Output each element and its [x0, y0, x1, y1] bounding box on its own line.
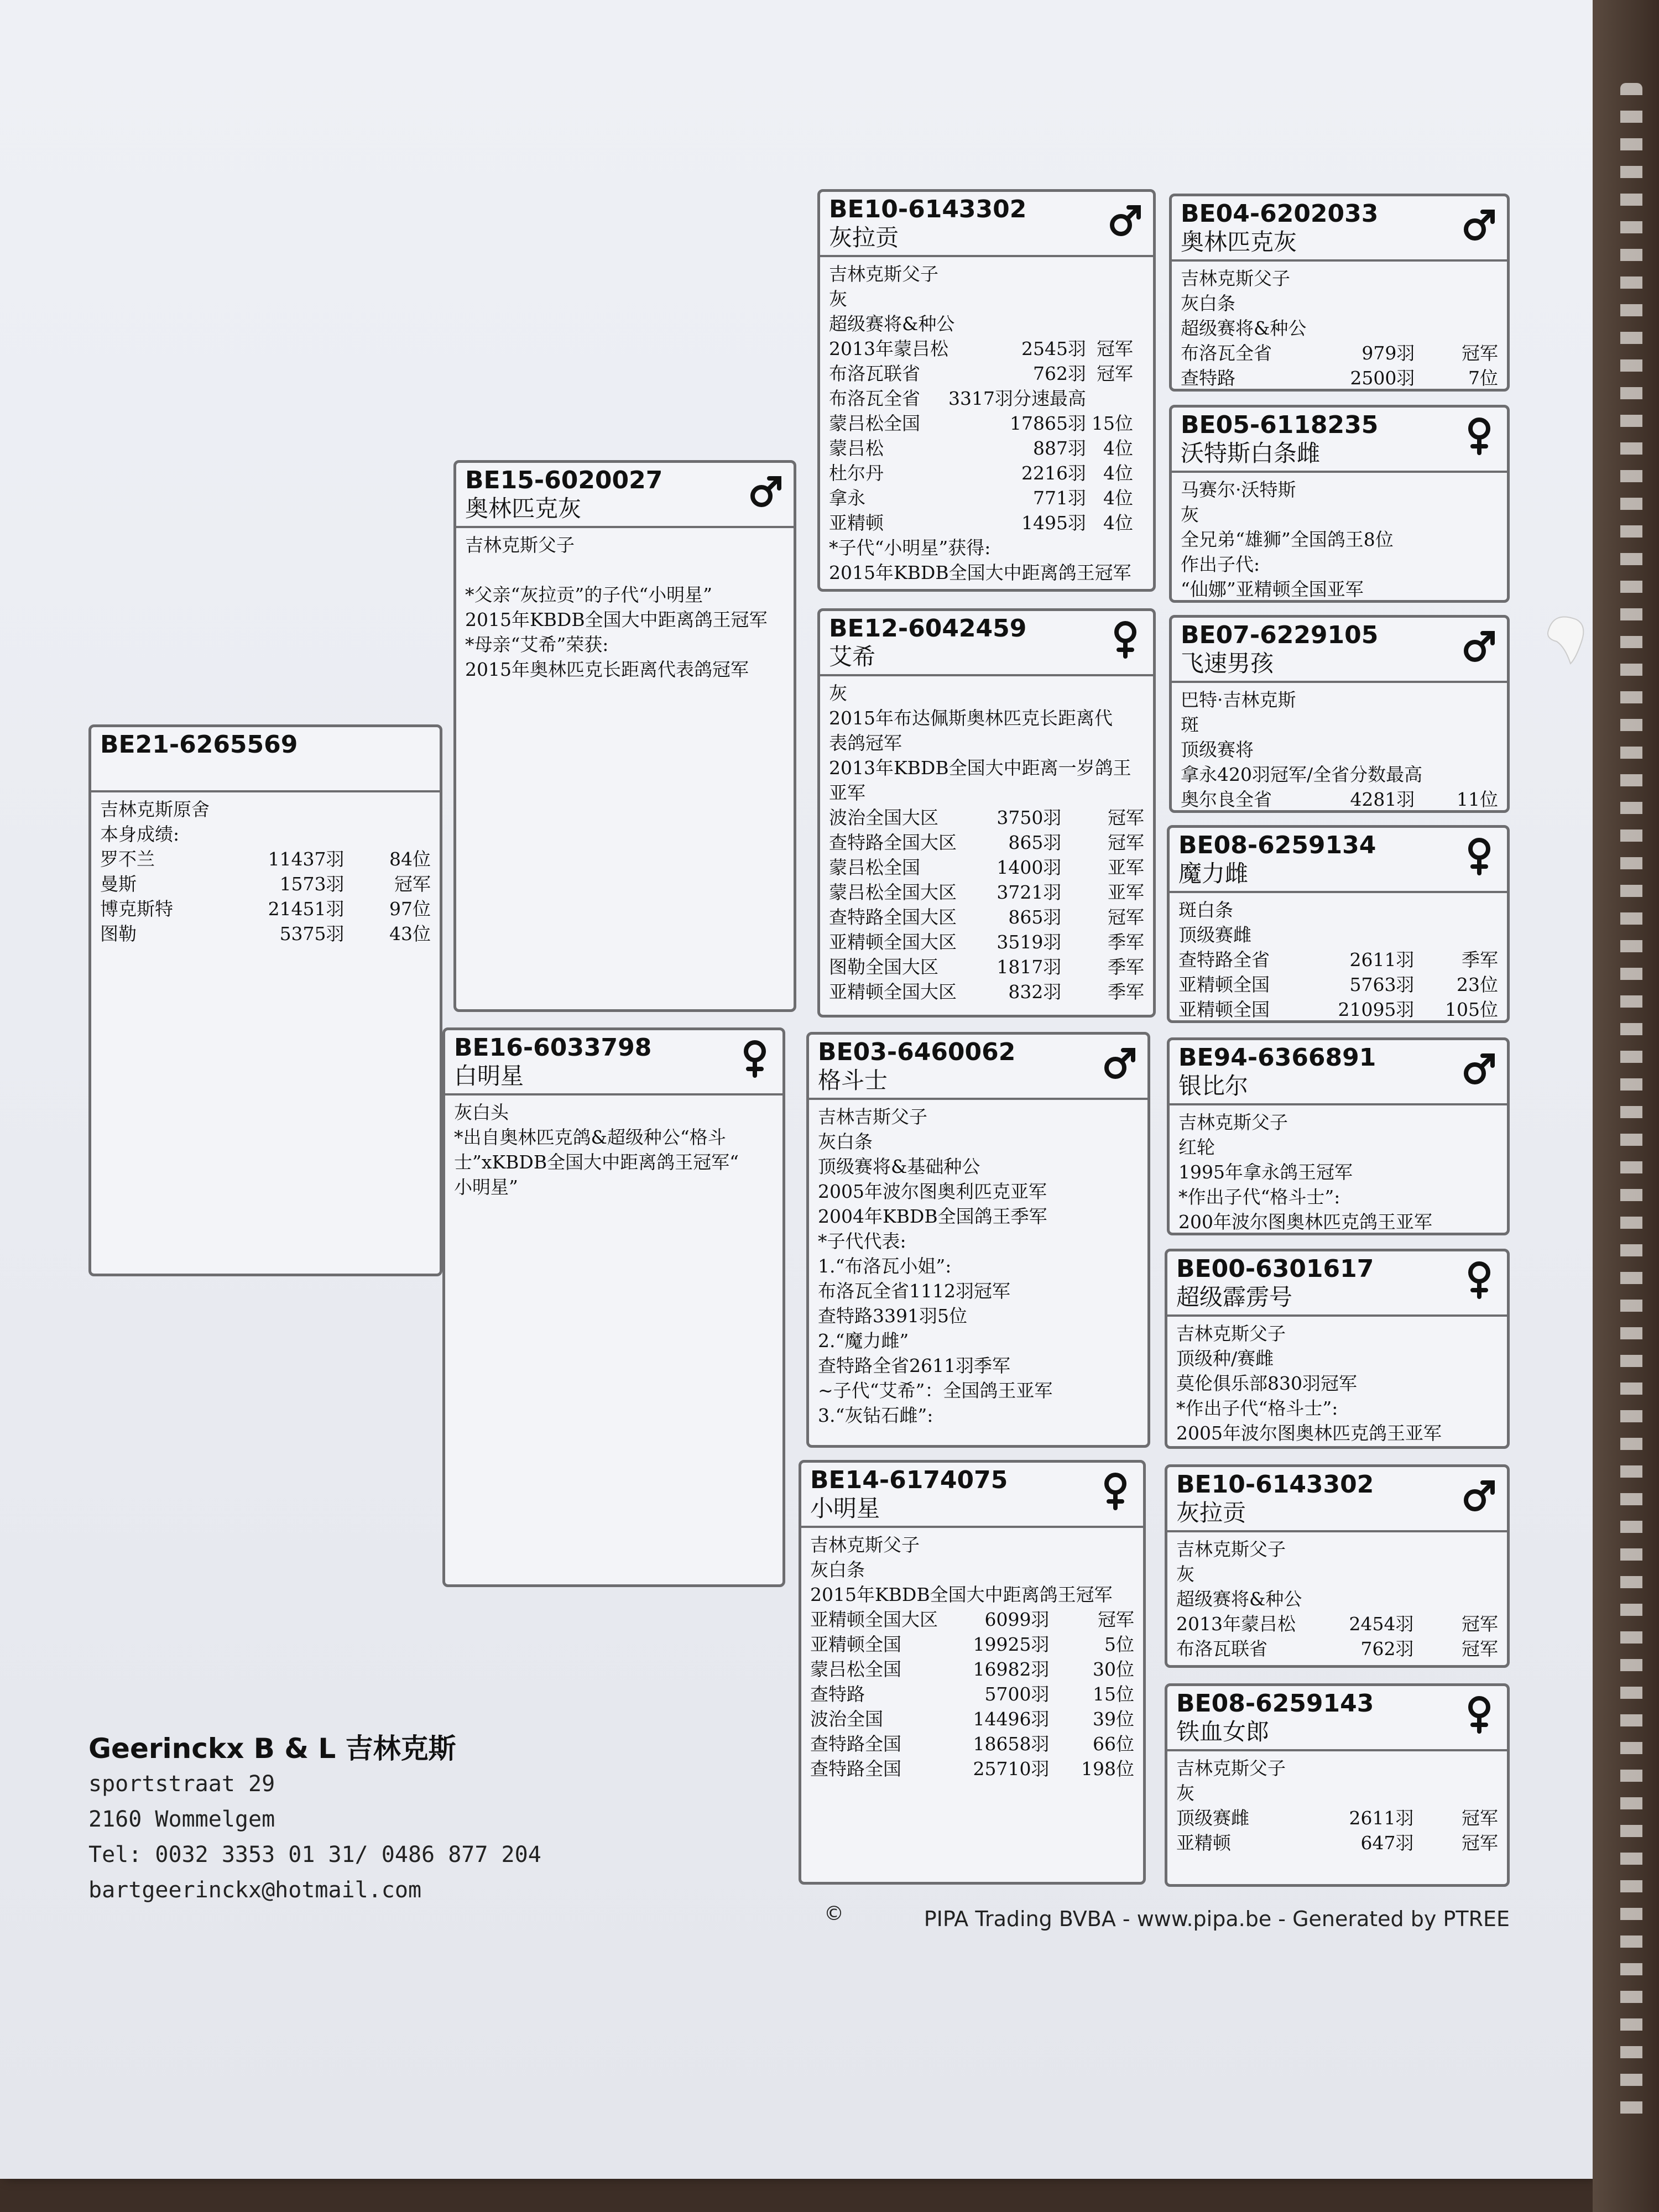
- card-body: [445, 1095, 782, 1204]
- race-place: 23位: [1457, 974, 1498, 995]
- race-birds: 2500羽: [1350, 367, 1415, 389]
- binder-holes: [1620, 83, 1642, 2129]
- male-symbol-icon: [1108, 201, 1143, 239]
- pedigree-line: 巴特·吉林克斯: [1181, 689, 1296, 711]
- pedigree-line: 吉林克斯父子: [1178, 1112, 1288, 1133]
- pedigree-line: 超级赛将&种公: [1181, 317, 1307, 339]
- pedigree-line: 灰: [829, 682, 847, 704]
- pedigree-line: 3.“灰钻石雌”:: [818, 1405, 933, 1426]
- card-body: [1170, 893, 1507, 1023]
- pedigree-line: 查特路3391羽5位: [818, 1305, 967, 1327]
- race-place: 冠军: [1096, 363, 1133, 384]
- pedigree-line: *子代“小明星”获得:: [829, 537, 991, 559]
- race-name: 蒙吕松全国: [829, 857, 920, 878]
- race-birds: 18658羽: [973, 1733, 1050, 1755]
- race-birds: 3721羽: [997, 881, 1062, 903]
- pedigree-line: 吉林克斯父子: [465, 534, 575, 556]
- race-name: 布洛瓦全省: [1181, 342, 1272, 364]
- male-symbol-icon: [1462, 1476, 1497, 1515]
- breeder-contact: [88, 1731, 541, 1908]
- pedigree-line: 吉林克斯父子: [810, 1534, 920, 1556]
- pedigree-line: 2005年波尔图奥林匹克鸽王亚军: [1176, 1422, 1442, 1444]
- pigeon-name: 飞速男孩: [1181, 650, 1274, 677]
- breeder-street: sportstraat 29: [88, 1771, 275, 1797]
- female-symbol-icon: [1098, 1472, 1133, 1510]
- race-name: 查特路全国: [810, 1758, 901, 1780]
- ring-number: BE14-6174075: [810, 1466, 1008, 1494]
- pedigree-line: 2015年奥林匹克长距离代表鸽冠军: [465, 659, 749, 680]
- race-birds: 1817羽: [997, 956, 1062, 978]
- ring-number: BE10-6143302: [829, 195, 1027, 223]
- card-body: [1170, 1105, 1507, 1235]
- card-body: [1167, 1317, 1507, 1449]
- pedigree-line: 全兄弟“雄狮”全国鸽王8位: [1181, 529, 1394, 550]
- pedigree-card-dam-dam-dam: [1165, 1683, 1510, 1887]
- card-header: [801, 1463, 1143, 1528]
- ring-number: BE94-6366891: [1178, 1044, 1376, 1072]
- pedigree-line: 2.“魔力雌”: [818, 1330, 909, 1352]
- card-body: [801, 1528, 1143, 1786]
- pedigree-line: *子代代表:: [818, 1230, 906, 1252]
- pedigree-line: 灰: [1176, 1563, 1194, 1585]
- race-name: 亚精顿: [829, 512, 884, 534]
- pedigree-card-sire-sire: [817, 189, 1156, 592]
- card-body: [820, 676, 1153, 1009]
- race-place: 冠军: [1462, 1638, 1498, 1660]
- pigeon-name: 魔力雌: [1178, 860, 1249, 887]
- ring-number: BE15-6020027: [465, 466, 663, 494]
- pedigree-line: 顶级赛将: [1181, 739, 1254, 760]
- card-body: [1172, 473, 1507, 603]
- breeder-name: Geerinckx B & L 吉林克斯: [88, 1733, 456, 1765]
- pedigree-line: 灰白条: [810, 1559, 865, 1580]
- pedigree-line: 亚军: [829, 782, 865, 804]
- ring-number: BE16-6033798: [454, 1034, 652, 1062]
- pedigree-card-dam-dam-sire: [1165, 1464, 1510, 1668]
- race-name: 蒙吕松全国: [810, 1658, 901, 1680]
- race-name: 查特路: [810, 1683, 865, 1705]
- card-header: [820, 192, 1153, 257]
- male-symbol-icon: [1462, 205, 1497, 244]
- pedigree-line: 1.“布洛瓦小姐”:: [818, 1255, 952, 1277]
- card-body: [820, 257, 1153, 589]
- ring-number: BE21-6265569: [100, 731, 298, 759]
- copyright-symbol: ©: [824, 1902, 844, 1925]
- race-birds: 5375羽: [279, 923, 345, 945]
- breeder-phone: Tel: 0032 3353 01 31/ 0486 877 204: [88, 1842, 541, 1867]
- race-place: 4位: [1103, 512, 1133, 534]
- race-place: 季军: [1108, 956, 1144, 978]
- race-name: 查特路全国大区: [829, 832, 957, 853]
- ring-number: BE03-6460062: [818, 1038, 1016, 1066]
- race-place: 亚军: [1108, 881, 1144, 903]
- race-place: 5位: [1104, 1634, 1134, 1655]
- paper-tab: [1543, 608, 1587, 669]
- pigeon-name: 超级霹雳号: [1176, 1284, 1293, 1311]
- race-place: 冠军: [1462, 1832, 1498, 1854]
- male-symbol-icon: [1102, 1044, 1138, 1082]
- race-place: 冠军: [1096, 338, 1133, 359]
- pedigree-line: 灰: [1181, 504, 1199, 525]
- pedigree-line: 2015年布达佩斯奥林匹克长距离代: [829, 707, 1113, 729]
- pigeon-name-empty: [100, 759, 390, 787]
- card-body: [456, 528, 794, 686]
- pedigree-line: 2013年KBDB全国大中距离一岁鸽王: [829, 757, 1131, 779]
- race-place: 冠军: [1108, 906, 1144, 928]
- card-header: [820, 611, 1153, 676]
- race-place: 39位: [1093, 1708, 1134, 1730]
- pedigree-line: “仙娜”亚精顿全国亚军: [1181, 578, 1364, 600]
- pedigree-line: 表鸽冠军: [829, 732, 902, 754]
- race-place: 84位: [389, 848, 431, 870]
- race-place: 冠军: [1098, 1609, 1134, 1630]
- ring-number: BE08-6259134: [1178, 831, 1376, 859]
- breeder-city: 2160 Wommelgem: [88, 1807, 275, 1832]
- race-birds: 3750羽: [997, 807, 1062, 828]
- race-name: 波治全国: [810, 1708, 883, 1730]
- pigeon-name: 小明星: [810, 1495, 880, 1522]
- pedigree-line: 吉林吉斯父子: [818, 1106, 927, 1128]
- race-birds: 887羽: [1032, 437, 1086, 459]
- pigeon-name: 灰拉贡: [829, 224, 899, 251]
- race-birds: 979羽: [1361, 342, 1415, 364]
- race-place: 季军: [1462, 949, 1498, 971]
- card-header: [809, 1035, 1147, 1100]
- race-place: [1092, 386, 1133, 411]
- race-birds: 3519羽: [997, 931, 1062, 953]
- pedigree-card-dam-dam: [799, 1460, 1146, 1885]
- ring-number: BE10-6143302: [1176, 1470, 1374, 1499]
- pedigree-card-sire-dam: [817, 608, 1156, 1018]
- pedigree-line: 灰白条: [818, 1131, 873, 1152]
- ring-number: BE00-6301617: [1176, 1255, 1374, 1283]
- race-place: 冠军: [1462, 1807, 1498, 1829]
- pedigree-line: 吉林克斯父子: [1176, 1538, 1286, 1560]
- race-birds: 16982羽: [973, 1658, 1050, 1680]
- pedigree-line: 灰白头: [454, 1102, 509, 1123]
- pedigree-line: [465, 557, 785, 582]
- race-name: 蒙吕松全国: [829, 413, 920, 434]
- race-place: 97位: [389, 898, 431, 920]
- race-birds: 1400羽: [997, 857, 1062, 878]
- breeder-email: bartgeerinckx@hotmail.com: [88, 1877, 422, 1903]
- race-results: [1178, 947, 1498, 1022]
- pedigree-line: 吉林克斯父子: [1176, 1757, 1286, 1779]
- race-birds: 2611羽: [1349, 1807, 1414, 1829]
- pedigree-card-dam-sire-sire: [1167, 1037, 1510, 1235]
- race-place: 43位: [389, 923, 431, 945]
- race-name: 亚精顿全国: [1178, 974, 1270, 995]
- ring-number: BE07-6229105: [1181, 621, 1379, 649]
- card-body: [1167, 1751, 1507, 1860]
- pedigree-line: 吉林克斯原舍: [100, 799, 210, 820]
- pedigree-line: 斑白条: [1178, 899, 1233, 921]
- card-header: [1167, 1251, 1507, 1317]
- race-name: 曼斯: [100, 873, 137, 895]
- race-place: 冠军: [1108, 832, 1144, 853]
- male-symbol-icon: [1462, 627, 1497, 665]
- ring-number: BE05-6118235: [1181, 411, 1379, 439]
- pigeon-name: 铁血女郎: [1176, 1718, 1270, 1745]
- race-place: 冠军: [1462, 1613, 1498, 1635]
- pedigree-line: ~子代“艾希”：全国鸽王亚军: [818, 1380, 1053, 1401]
- pedigree-card-sire-sire-sire: [1169, 194, 1510, 392]
- card-body: [1172, 683, 1507, 813]
- race-name: 亚精顿全国: [1178, 999, 1270, 1020]
- race-name: 奥尔良全省: [1181, 789, 1272, 810]
- pedigree-line: 拿永420羽冠军/全省分数最高: [1181, 764, 1423, 785]
- race-place: 30位: [1093, 1658, 1134, 1680]
- race-place: 冠军: [1108, 807, 1144, 828]
- pedigree-card-dam-sire-dam: [1165, 1249, 1510, 1449]
- pedigree-line: 本身成绩:: [100, 823, 180, 845]
- race-name: 波治全国大区: [829, 807, 938, 828]
- race-name: 图勒: [100, 923, 137, 945]
- female-symbol-icon: [1462, 1695, 1497, 1734]
- pedigree-line: 2004年KBDB全国鸽王季军: [818, 1206, 1047, 1227]
- race-name: 杜尔丹: [829, 462, 884, 484]
- pedigree-line: *作出子代“格斗士”:: [1176, 1397, 1338, 1419]
- race-name: 布洛瓦全省: [829, 388, 920, 409]
- pedigree-line: *父亲“灰拉贡”的子代“小明星”: [465, 584, 712, 606]
- race-birds: 11437羽: [268, 848, 345, 870]
- race-birds: 3317羽分速最高: [948, 388, 1086, 409]
- race-birds: 762羽: [1360, 1638, 1414, 1660]
- pedigree-line: 吉林克斯父子: [1181, 268, 1290, 289]
- race-birds: 865羽: [1008, 906, 1062, 928]
- generated-by-text: PIPA Trading BVBA - www.pipa.be - Generated by PTREE: [924, 1907, 1510, 1931]
- pedigree-line: 200年波尔图奥林匹克鸽王亚军: [1178, 1211, 1432, 1233]
- race-name: 查特路: [1181, 367, 1235, 389]
- race-results: [1181, 787, 1498, 812]
- male-symbol-icon: [748, 472, 784, 510]
- race-birds: 21451羽: [268, 898, 345, 920]
- pedigree-line: 灰: [1176, 1782, 1194, 1804]
- race-birds: 19925羽: [973, 1634, 1050, 1655]
- pedigree-card-subject: [88, 724, 442, 1276]
- race-name: 2013年蒙吕松: [829, 338, 948, 359]
- race-place: 66位: [1093, 1733, 1134, 1755]
- race-name: 亚精顿全国大区: [810, 1609, 938, 1630]
- race-name: 图勒全国大区: [829, 956, 938, 978]
- race-name: 亚精顿全国大区: [829, 981, 957, 1003]
- race-birds: 17865羽: [1009, 413, 1086, 434]
- pedigree-line: 布洛瓦全省1112羽冠军: [818, 1280, 1010, 1302]
- pedigree-line: 超级赛将&种公: [1176, 1588, 1302, 1610]
- race-place: 15位: [1091, 413, 1133, 434]
- card-header: [1167, 1686, 1507, 1751]
- race-name: 蒙吕松全国大区: [829, 881, 957, 903]
- pedigree-line: 2015年KBDB全国大中距离鸽王冠军: [465, 609, 768, 630]
- race-results: [829, 805, 1144, 1004]
- race-birds: 832羽: [1008, 981, 1062, 1003]
- pedigree-card-sire-sire-dam: [1169, 405, 1510, 603]
- pigeon-name: 奥林匹克灰: [1181, 228, 1297, 255]
- female-symbol-icon: [1462, 416, 1497, 455]
- female-symbol-icon: [1462, 1260, 1497, 1299]
- race-place: 7位: [1468, 367, 1498, 389]
- female-symbol-icon: [737, 1039, 773, 1078]
- race-birds: 25710羽: [973, 1758, 1050, 1780]
- pedigree-line: 顶级赛雌: [1178, 924, 1251, 946]
- card-header: [456, 463, 794, 528]
- pedigree-card-dam-sire: [806, 1032, 1150, 1448]
- pedigree-line: *出自奥林匹克鸽&超级种公“格斗: [454, 1126, 726, 1148]
- card-body: [1167, 1532, 1507, 1666]
- race-birds: 6099羽: [984, 1609, 1050, 1630]
- ring-number: BE04-6202033: [1181, 200, 1379, 228]
- race-results: [1181, 341, 1498, 390]
- race-results: [1176, 1611, 1498, 1661]
- race-birds: 647羽: [1360, 1832, 1414, 1854]
- race-name: 蒙吕松: [829, 437, 884, 459]
- pedigree-card-sire-dam-dam: [1167, 825, 1510, 1023]
- pigeon-name: 艾希: [829, 643, 876, 670]
- pigeon-name: 沃特斯白条雌: [1181, 440, 1321, 467]
- pedigree-line: 士”xKBDB全国大中距离鸽王冠军“: [454, 1151, 739, 1173]
- pedigree-line: *作出子代“格斗士”:: [1178, 1186, 1340, 1208]
- pigeon-name: 银比尔: [1178, 1072, 1249, 1099]
- race-birds: 5763羽: [1349, 974, 1415, 995]
- race-place: 4位: [1103, 437, 1133, 459]
- pigeon-name: 白明星: [454, 1062, 524, 1089]
- race-place: 198位: [1081, 1758, 1134, 1780]
- pedigree-line: 小明星”: [454, 1176, 518, 1198]
- race-birds: 771羽: [1032, 487, 1086, 509]
- race-results: [100, 847, 431, 946]
- pigeon-name: 灰拉贡: [1176, 1499, 1246, 1526]
- race-name: 亚精顿: [1176, 1832, 1231, 1854]
- ring-number: BE08-6259143: [1176, 1689, 1374, 1718]
- race-birds: 2611羽: [1349, 949, 1415, 971]
- pedigree-line: 莫伦俱乐部830羽冠军: [1176, 1373, 1357, 1394]
- race-results: [829, 336, 1144, 535]
- race-name: 亚精顿全国: [810, 1634, 901, 1655]
- card-header: [1170, 828, 1507, 893]
- pedigree-line: 2015年KBDB全国大中距离鸽王冠军: [829, 562, 1131, 583]
- pigeon-name: 奥林匹克灰: [465, 495, 582, 522]
- race-name: 查特路全国: [810, 1733, 901, 1755]
- pedigree-line: 2005年波尔图奥利匹克亚军: [818, 1181, 1047, 1202]
- race-birds: 1495羽: [1021, 512, 1086, 534]
- race-name: 拿永: [829, 487, 865, 509]
- pedigree-line: 查特路全省2611羽季军: [818, 1355, 1010, 1376]
- race-name: 顶级赛雌: [1176, 1807, 1249, 1829]
- card-header: [1170, 1040, 1507, 1105]
- race-results: [810, 1607, 1134, 1781]
- race-place: 季军: [1108, 981, 1144, 1003]
- pedigree-line: *母亲“艾希”荣获:: [465, 634, 609, 655]
- ring-number: BE12-6042459: [829, 614, 1027, 643]
- card-body: [809, 1100, 1147, 1432]
- race-place: 4位: [1103, 487, 1133, 509]
- race-birds: 865羽: [1008, 832, 1062, 853]
- card-header: [1172, 196, 1507, 262]
- card-body: [91, 792, 440, 951]
- card-body: [1172, 262, 1507, 392]
- male-symbol-icon: [1462, 1049, 1497, 1088]
- pedigree-line: 马赛尔·沃特斯: [1181, 479, 1296, 500]
- pigeon-name: 格斗士: [818, 1067, 888, 1094]
- pedigree-line: 吉林克斯父子: [1176, 1323, 1286, 1344]
- race-results: [1176, 1806, 1498, 1855]
- race-place: 冠军: [394, 873, 431, 895]
- race-birds: 5700羽: [984, 1683, 1050, 1705]
- race-name: 查特路全国大区: [829, 906, 957, 928]
- race-birds: 4281羽: [1350, 789, 1415, 810]
- pedigree-line: 作出子代:: [1181, 554, 1260, 575]
- pedigree-card-sire: [453, 460, 796, 1012]
- race-birds: 1573羽: [279, 873, 345, 895]
- card-header: [445, 1030, 782, 1095]
- pedigree-line: 红轮: [1178, 1136, 1215, 1158]
- race-name: 罗不兰: [100, 848, 155, 870]
- race-place: 冠军: [1462, 342, 1498, 364]
- race-birds: 2216羽: [1021, 462, 1086, 484]
- race-name: 博克斯特: [100, 898, 173, 920]
- pedigree-line: 顶级赛将&基础种公: [818, 1156, 980, 1177]
- race-place: 11位: [1457, 789, 1498, 810]
- card-header: [1172, 408, 1507, 473]
- card-header: [1172, 618, 1507, 683]
- pedigree-line: 2015年KBDB全国大中距离鸽王冠军: [810, 1584, 1113, 1605]
- pedigree-line: 斑: [1181, 714, 1199, 735]
- race-name: 布洛瓦联省: [829, 363, 920, 384]
- pedigree-card-sire-dam-sire: [1169, 615, 1510, 813]
- race-birds: 2545羽: [1021, 338, 1086, 359]
- race-place: 季军: [1108, 931, 1144, 953]
- pedigree-line: 顶级种/赛雌: [1176, 1348, 1274, 1369]
- card-header: [91, 727, 440, 792]
- race-place: 105位: [1445, 999, 1498, 1020]
- race-birds: 14496羽: [973, 1708, 1050, 1730]
- race-name: 布洛瓦联省: [1176, 1638, 1267, 1660]
- race-name: 亚精顿全国大区: [829, 931, 957, 953]
- race-place: 4位: [1103, 462, 1133, 484]
- race-name: 2013年蒙吕松: [1176, 1613, 1296, 1635]
- pedigree-line: 吉林克斯父子: [829, 263, 938, 285]
- race-place: 15位: [1093, 1683, 1134, 1705]
- pedigree-card-dam: [442, 1027, 785, 1587]
- race-birds: 21095羽: [1338, 999, 1415, 1020]
- pedigree-line: 1995年拿永鸽王冠军: [1178, 1161, 1353, 1183]
- pedigree-line: 灰白条: [1181, 293, 1235, 314]
- female-symbol-icon: [1462, 837, 1497, 875]
- race-birds: 2454羽: [1349, 1613, 1414, 1635]
- race-birds: 762羽: [1032, 363, 1086, 384]
- pedigree-line: 超级赛将&种公: [829, 313, 955, 335]
- card-header: [1167, 1467, 1507, 1532]
- race-name: 查特路全省: [1178, 949, 1270, 971]
- race-place: 亚军: [1108, 857, 1144, 878]
- female-symbol-icon: [1108, 620, 1143, 659]
- pedigree-line: 灰: [829, 288, 847, 310]
